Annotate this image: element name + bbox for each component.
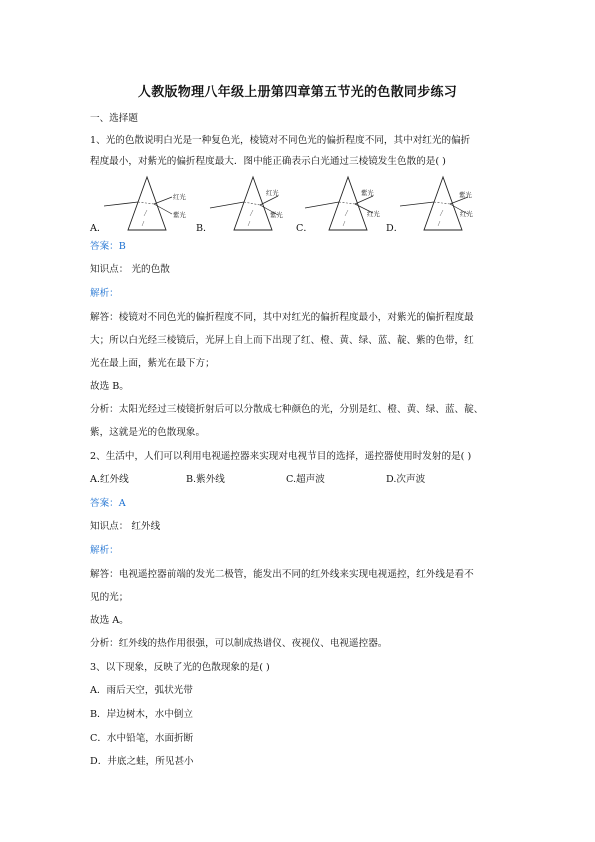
q1-analysis-line1: 分析：太阳光经过三棱镜折射后可以分散成七种颜色的光，分别是红、橙、黄、绿、蓝、靛、	[90, 404, 484, 415]
q2-analysis-line1: 分析：红外线的热作用很强，可以制成热谱仪、夜视仪、电视遥控器。	[90, 638, 388, 649]
q1-stem-line1: 1、光的色散说明白光是一种复色光，棱镜对不同色光的偏折程度不同，其中对红光的偏折	[90, 135, 471, 146]
q2-option-a: A.红外线	[90, 474, 129, 485]
prism-b-top-label: 红光	[266, 189, 279, 197]
section-heading: 一、选择题	[90, 113, 138, 124]
prism-b-bottom-label: 紫光	[270, 211, 283, 219]
page-title: 人教版物理八年级上册第四章第五节光的色散同步练习	[137, 85, 458, 100]
q1-analysis-line2: 紫，这就是光的色散现象。	[90, 427, 206, 438]
q2-conclusion: 故选 A。	[90, 615, 129, 626]
q2-solution-line2: 见的光；	[90, 592, 129, 603]
q1-stem-line2: 程度最小，对紫光的偏折程度最大．图中能正确表示白光通过三棱镜发生色散的是( )	[90, 156, 446, 167]
q1-option-d: D．	[386, 223, 404, 234]
q1-option-b: B．	[196, 223, 213, 234]
prism-diagram-b	[208, 172, 298, 234]
q3-option-d: D．井底之蛙，所见甚小	[90, 756, 194, 767]
prism-d-top-label: 紫光	[459, 191, 472, 199]
q1-answer: 答案：B	[90, 241, 126, 252]
q1-analysis-label: 解析：	[90, 288, 119, 299]
prism-a-bottom-label: 紫光	[173, 211, 186, 219]
prism-d-bottom-label: 红光	[460, 210, 473, 218]
q1-conclusion: 故选 B。	[90, 381, 129, 392]
prism-a-top-label: 红光	[173, 193, 186, 201]
q2-option-b: B.紫外线	[186, 474, 225, 485]
q1-solution-line1: 解答：棱镜对不同色光的偏折程度不同，其中对红光的偏折程度最小，对紫光的偏折程度最	[90, 312, 474, 323]
prism-diagram-a	[102, 172, 192, 234]
prism-c-bottom-label: 红光	[367, 210, 380, 218]
q3-stem: 3、以下现象，反映了光的色散现象的是( )	[90, 662, 270, 673]
q1-option-c: C．	[296, 223, 313, 234]
q2-option-c: C.超声波	[286, 474, 325, 485]
q1-solution-line2: 大；所以白光经三棱镜后，光屏上自上而下出现了红、橙、黄、绿、蓝、靛、紫的色带，红	[90, 335, 474, 346]
q2-solution-line1: 解答：电视遥控器前端的发光二极管，能发出不同的红外线来实现电视遥控，红外线是看不	[90, 569, 474, 580]
prism-c-top-label: 紫光	[361, 189, 374, 197]
q1-knowledge-point: 知识点： 光的色散	[90, 264, 170, 275]
prism-diagram-d	[398, 172, 488, 234]
q2-stem: 2、生活中，人们可以利用电视遥控器来实现对电视节目的选择，遥控器使用时发射的是( )	[90, 451, 472, 462]
prism-diagram-c	[303, 172, 393, 234]
q3-option-a: A．雨后天空，弧状光带	[90, 685, 193, 696]
q3-option-b: B．岸边树木，水中倒立	[90, 709, 193, 720]
q2-knowledge-point: 知识点： 红外线	[90, 521, 161, 532]
q2-analysis-label: 解析：	[90, 545, 119, 556]
q2-option-d: D.次声波	[386, 474, 426, 485]
q2-answer: 答案：A	[90, 498, 126, 509]
q1-solution-line3: 光在最上面，紫光在最下方；	[90, 358, 215, 369]
q3-option-c: C．水中铅笔，水面折断	[90, 733, 194, 744]
q1-option-a: A．	[90, 223, 107, 234]
